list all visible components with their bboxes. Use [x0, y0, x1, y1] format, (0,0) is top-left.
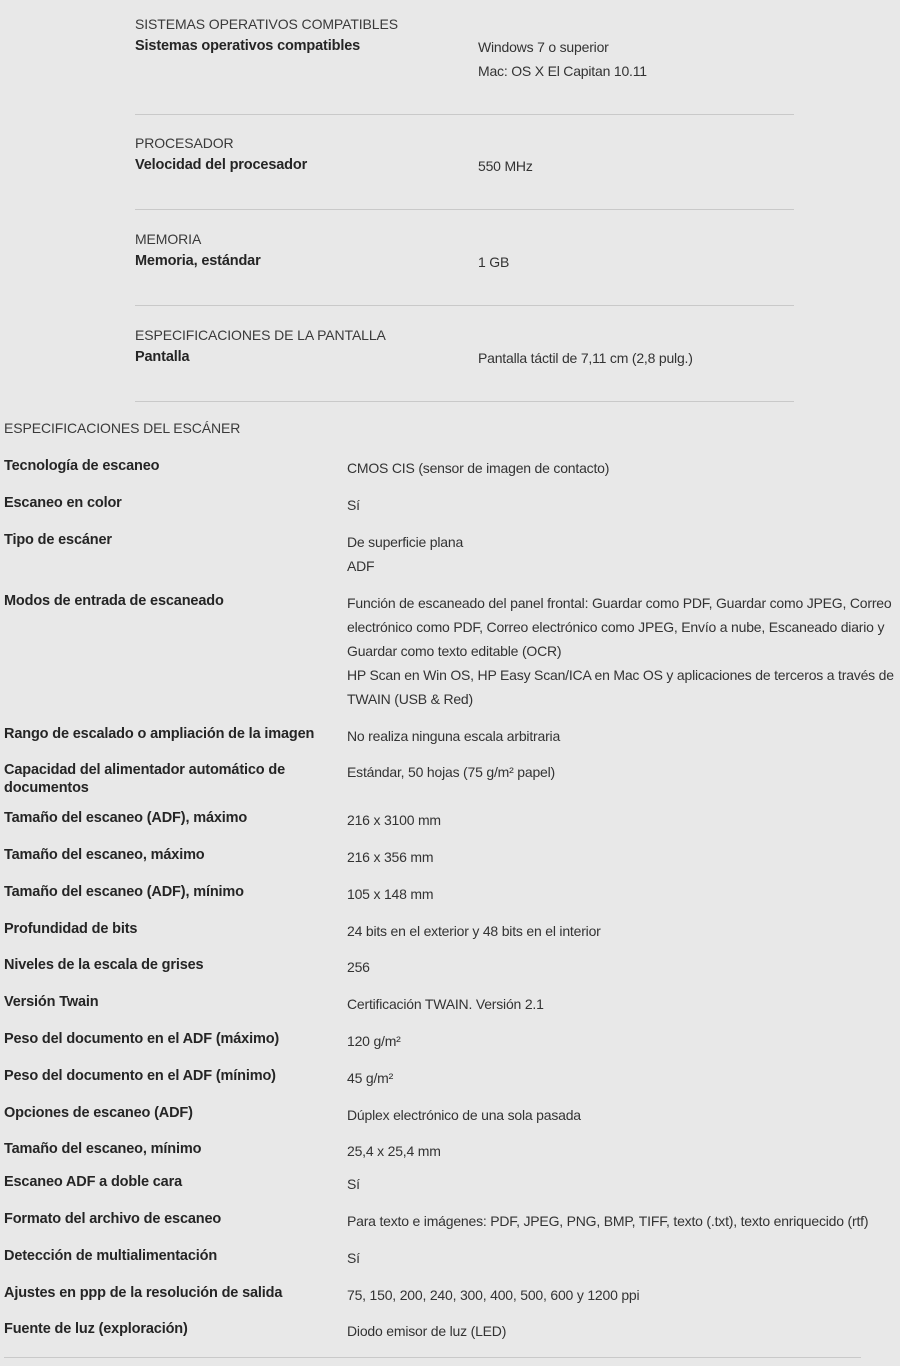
- spec-value-line: No realiza ninguna escala arbitraria: [347, 728, 561, 744]
- spec-value-line: 256: [347, 959, 370, 975]
- spec-value-line: Diodo emisor de luz (LED): [347, 1323, 507, 1339]
- spec-label: Detección de multialimentación: [4, 1248, 218, 1264]
- spec-value: [347, 493, 900, 517]
- spec-section-memory: [135, 210, 794, 306]
- spec-value: [347, 1246, 900, 1270]
- spec-value: [478, 346, 693, 370]
- spec-value-line: Función de escaneado del panel frontal: Guardar como PDF, Guardar como JPEG, Correo electrónico como PDF, Correo electrónico como JPEG, Envío a nube, Escaneado diario y Guardar como texto editable (OCR): [347, 595, 892, 659]
- spec-value: [347, 1319, 900, 1343]
- spec-value-line: 1 GB: [478, 254, 510, 270]
- spec-row: [4, 1247, 900, 1270]
- spec-value: [347, 1172, 900, 1196]
- spec-value: [347, 919, 900, 943]
- spec-value: [347, 591, 900, 711]
- spec-label: Tamaño del escaneo, mínimo: [4, 1141, 202, 1157]
- spec-value-line: HP Scan en Win OS, HP Easy Scan/ICA en Mac OS y aplicaciones de terceros a través de TWAIN (USB & Red): [347, 667, 894, 707]
- spec-value-line: Dúplex electrónico de una sola pasada: [347, 1107, 581, 1123]
- spec-value: [478, 35, 647, 83]
- section-title: ESPECIFICACIONES DEL ESCÁNER: [4, 420, 241, 436]
- spec-row: [4, 531, 900, 578]
- bottom-divider: [4, 1357, 861, 1358]
- spec-row: [4, 993, 900, 1016]
- spec-value: [347, 456, 900, 480]
- spec-value: [347, 1139, 900, 1163]
- spec-row: [4, 1104, 900, 1127]
- spec-row: [135, 37, 794, 97]
- spec-value: [347, 530, 900, 578]
- spec-label: Formato del archivo de escaneo: [4, 1211, 222, 1227]
- spec-row: [4, 956, 900, 979]
- spec-value-line: ADF: [347, 558, 375, 574]
- spec-value: [478, 250, 509, 274]
- spec-value: [347, 882, 900, 906]
- spec-value-line: 75, 150, 200, 240, 300, 400, 500, 600 y 1200 ppi: [347, 1287, 640, 1303]
- spec-label: Tamaño del escaneo (ADF), mínimo: [4, 884, 244, 900]
- spec-label: Tecnología de escaneo: [4, 458, 160, 474]
- spec-label: Ajustes en ppp de la resolución de salida: [4, 1285, 283, 1301]
- spec-label: Velocidad del procesador: [135, 157, 308, 173]
- spec-label: Opciones de escaneo (ADF): [4, 1105, 193, 1121]
- spec-value-line: 550 MHz: [478, 158, 533, 174]
- spec-value: [347, 1066, 900, 1090]
- spec-row: [135, 252, 794, 288]
- spec-value-line: 24 bits en el exterior y 48 bits en el interior: [347, 923, 601, 939]
- spec-value-line: Estándar, 50 hojas (75 g/m² papel): [347, 764, 555, 780]
- spec-value: [347, 955, 900, 979]
- spec-label: Pantalla: [135, 349, 190, 365]
- spec-value-line: 216 x 356 mm: [347, 849, 434, 865]
- upper-spec-list: [135, 0, 794, 402]
- spec-label: Escaneo en color: [4, 495, 122, 511]
- spec-value-line: 25,4 x 25,4 mm: [347, 1143, 441, 1159]
- spec-value: [347, 1103, 900, 1127]
- spec-value-line: 216 x 3100 mm: [347, 812, 441, 828]
- spec-value-line: Certificación TWAIN. Versión 2.1: [347, 996, 544, 1012]
- spec-label: Sistemas operativos compatibles: [135, 38, 361, 54]
- spec-label: Escaneo ADF a doble cara: [4, 1174, 182, 1190]
- spec-value-line: 45 g/m²: [347, 1070, 394, 1086]
- spec-row: [4, 920, 900, 943]
- spec-label: Tipo de escáner: [4, 532, 112, 548]
- spec-value-line: 105 x 148 mm: [347, 886, 434, 902]
- spec-row: [4, 1030, 900, 1053]
- spec-section-os: [135, 0, 794, 115]
- spec-label: Versión Twain: [4, 994, 99, 1010]
- spec-value-line: Windows 7 o superior: [478, 39, 609, 55]
- spec-row: [135, 156, 794, 192]
- spec-value-line: De superficie plana: [347, 534, 464, 550]
- spec-value: [347, 992, 900, 1016]
- spec-label: Memoria, estándar: [135, 253, 261, 269]
- spec-label: Peso del documento en el ADF (máximo): [4, 1031, 280, 1047]
- spec-section-display: [135, 306, 794, 402]
- spec-row: [4, 1140, 900, 1163]
- spec-row: [4, 725, 900, 748]
- spec-value-line: Sí: [347, 497, 360, 513]
- spec-value: [347, 724, 900, 748]
- spec-row: [135, 348, 794, 384]
- spec-row: [4, 883, 900, 906]
- spec-value-line: Sí: [347, 1250, 360, 1266]
- spec-row: [4, 494, 900, 517]
- spec-value-line: 120 g/m²: [347, 1033, 401, 1049]
- spec-value-line: Sí: [347, 1176, 360, 1192]
- section-title: SISTEMAS OPERATIVOS COMPATIBLES: [135, 16, 398, 32]
- section-title: MEMORIA: [135, 231, 202, 247]
- spec-value: [347, 1029, 900, 1053]
- spec-value: [347, 808, 900, 832]
- spec-row: [4, 1320, 900, 1343]
- spec-value-line: Mac: OS X El Capitan 10.11: [478, 63, 647, 79]
- spec-row: [4, 846, 900, 869]
- spec-value-line: Pantalla táctil de 7,11 cm (2,8 pulg.): [478, 350, 693, 366]
- section-title: ESPECIFICACIONES DE LA PANTALLA: [135, 327, 386, 343]
- spec-value-line: Para texto e imágenes: PDF, JPEG, PNG, BMP, TIFF, texto (.txt), texto enriquecido (rtf): [347, 1213, 869, 1229]
- section-title: PROCESADOR: [135, 135, 234, 151]
- spec-label: Profundidad de bits: [4, 921, 138, 937]
- spec-label: Peso del documento en el ADF (mínimo): [4, 1068, 276, 1084]
- spec-label: Tamaño del escaneo, máximo: [4, 847, 205, 863]
- spec-row: [4, 809, 900, 832]
- spec-row: [4, 457, 900, 480]
- spec-label: Modos de entrada de escaneado: [4, 593, 224, 609]
- spec-row: [4, 1067, 900, 1090]
- spec-row: [4, 761, 900, 797]
- spec-value: [478, 154, 533, 178]
- spec-value-line: CMOS CIS (sensor de imagen de contacto): [347, 460, 610, 476]
- spec-label: Tamaño del escaneo (ADF), máximo: [4, 810, 248, 826]
- spec-label: Niveles de la escala de grises: [4, 957, 204, 973]
- spec-label: Rango de escalado o ampliación de la imagen: [4, 726, 315, 742]
- spec-value: [347, 760, 900, 784]
- spec-row: [4, 1284, 900, 1307]
- spec-row: [4, 1210, 900, 1233]
- spec-label: Fuente de luz (exploración): [4, 1321, 188, 1337]
- spec-value: [347, 845, 900, 869]
- spec-section-processor: [135, 115, 794, 210]
- spec-value: [347, 1283, 900, 1307]
- spec-value: [347, 1209, 900, 1233]
- spec-row: [4, 1173, 900, 1196]
- spec-label: Capacidad del alimentador automático de documentos: [4, 762, 285, 796]
- spec-row: [4, 592, 900, 711]
- scanner-spec-section: [4, 400, 900, 1339]
